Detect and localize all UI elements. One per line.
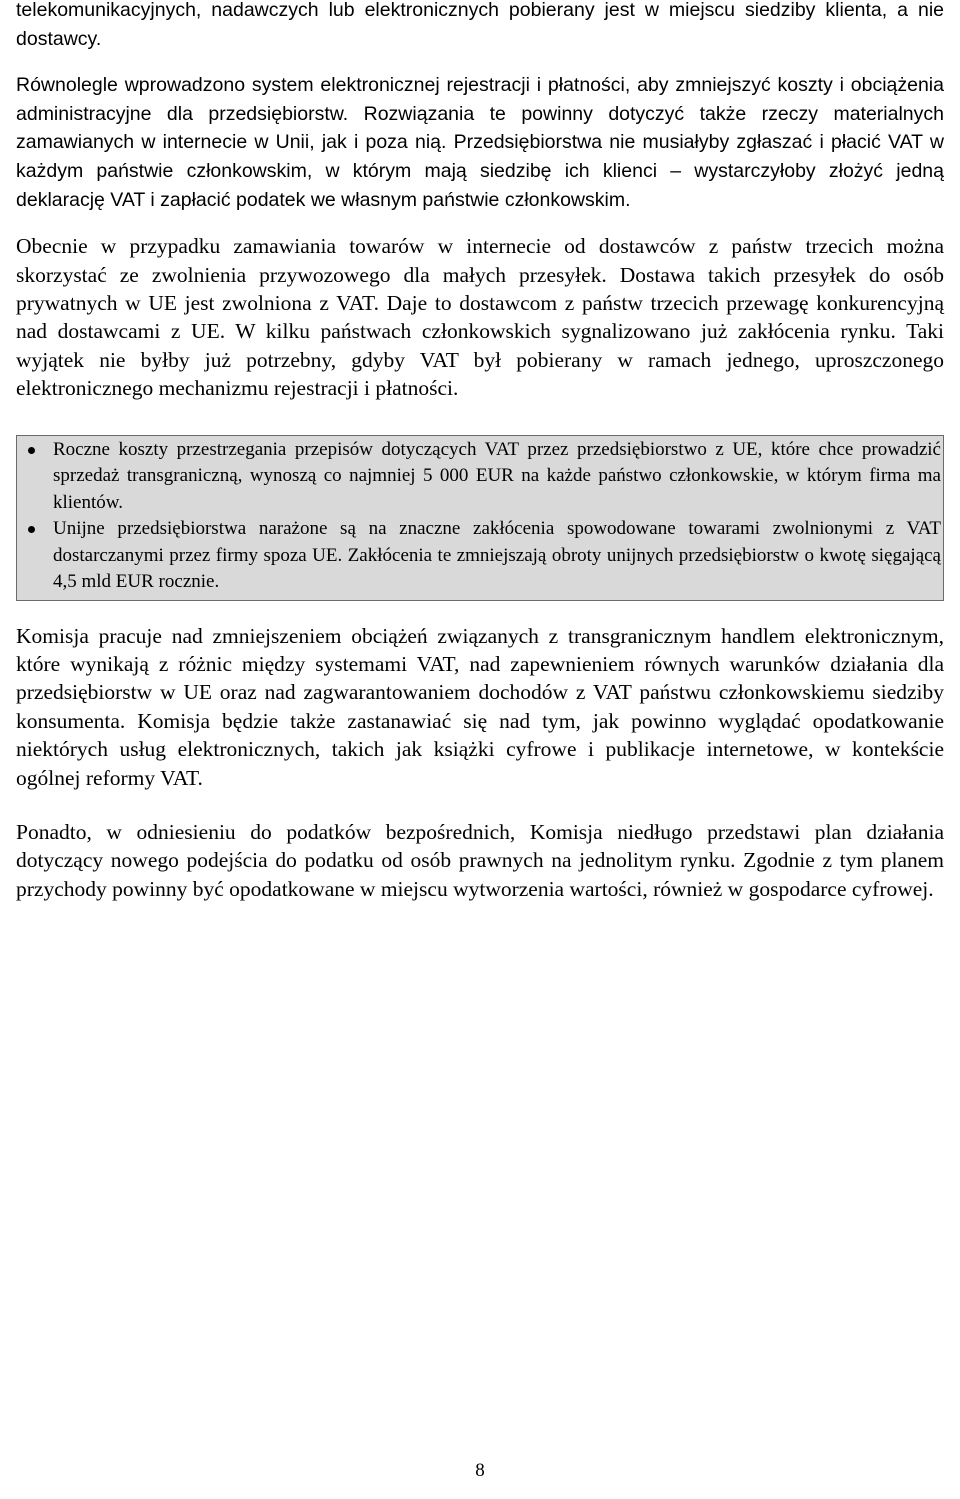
paragraph-5: Ponadto, w odniesieniu do podatków bezpośrednich, Komisja niedługo przedstawi plan działania dotyczący nowego podejścia do podatku od osób prawnych na jednolitym rynku. Zgodnie z tym planem przychody powinny być opodatkowane w miejscu wytworzenia wartości, również w gospodarce cyfrowej.	[16, 820, 944, 901]
bullet-list	[17, 436, 943, 596]
bullet-item-text: Roczne koszty przestrzegania przepisów dotyczących VAT przez przedsiębiorstwo z UE, które chce prowadzić sprzedaż transgraniczną, wynoszą co najmniej 5 000 EUR na każde państwo członkowskie, w którym firma ma klientów.	[53, 438, 941, 513]
paragraph-3: Obecnie w przypadku zamawiania towarów w internecie od dostawców z państw trzecich można skorzystać ze zwolnienia przywozowego dla małych przesyłek. Dostawa takich przesyłek do osób prywatnych w UE jest zwolniona z VAT. Daje to dostawcom z państw trzecich przewagę konkurencyjną nad dostawcami z UE. W kilku państwach członkowskich sygnalizowano już zakłócenia rynku. Taki wyjątek nie byłby już potrzebny, gdyby VAT był pobierany w ramach jednego, uproszczonego elektronicznego mechanizmu rejestracji i płatności.	[16, 234, 944, 401]
bullet-item-2	[17, 516, 943, 596]
paragraph-4: Komisja pracuje nad zmniejszeniem obciążeń związanych z transgranicznym handlem elektronicznym, które wynikają z różnic między systemami VAT, nad zapewnieniem równych warunków działania dla przedsiębiorstw w UE oraz nad zagwarantowaniem dochodów z VAT państwu członkowskiemu siedziby konsumenta. Komisja będzie także zastanawiać się nad tym, jak powinno wyglądać opodatkowanie niektórych usług elektronicznych, takich jak książki cyfrowe i publikacje internetowe, w kontekście ogólnej reformy VAT.	[16, 623, 944, 790]
bullet-item-1	[17, 436, 943, 517]
page-number: 8	[475, 1460, 485, 1481]
bullet-icon	[28, 526, 35, 533]
document-page	[16, 0, 944, 903]
highlight-box	[16, 435, 944, 601]
bullet-icon	[28, 447, 35, 454]
paragraph-2: Równolegle wprowadzono system elektronicznej rejestracji i płatności, aby zmniejszyć koszty i obciążenia administracyjne dla przedsiębiorstw. Rozwiązania te powinny dotyczyć także rzeczy materialnych zamawianych w internecie w Unii, jak i poza nią. Przedsiębiorstwa nie musiałyby zgłaszać i płacić VAT w każdym państwie członkowskim, w którym mają siedzibę ich klienci – wystarczyłoby złożyć jedną deklarację VAT i zapłacić podatek we własnym państwie członkowskim.	[16, 74, 944, 211]
bullet-item-text: Unijne przedsiębiorstwa narażone są na znaczne zakłócenia spowodowane towarami zwolnionymi z VAT dostarczanymi przez firmy spoza UE. Zakłócenia te zmniejszają obroty unijnych przedsiębiorstw o kwotę sięgającą 4,5 mld EUR rocznie.	[53, 518, 941, 593]
paragraph-1: telekomunikacyjnych, nadawczych lub elektronicznych pobierany jest w miejscu siedziby klienta, a nie dostawcy.	[16, 0, 944, 50]
